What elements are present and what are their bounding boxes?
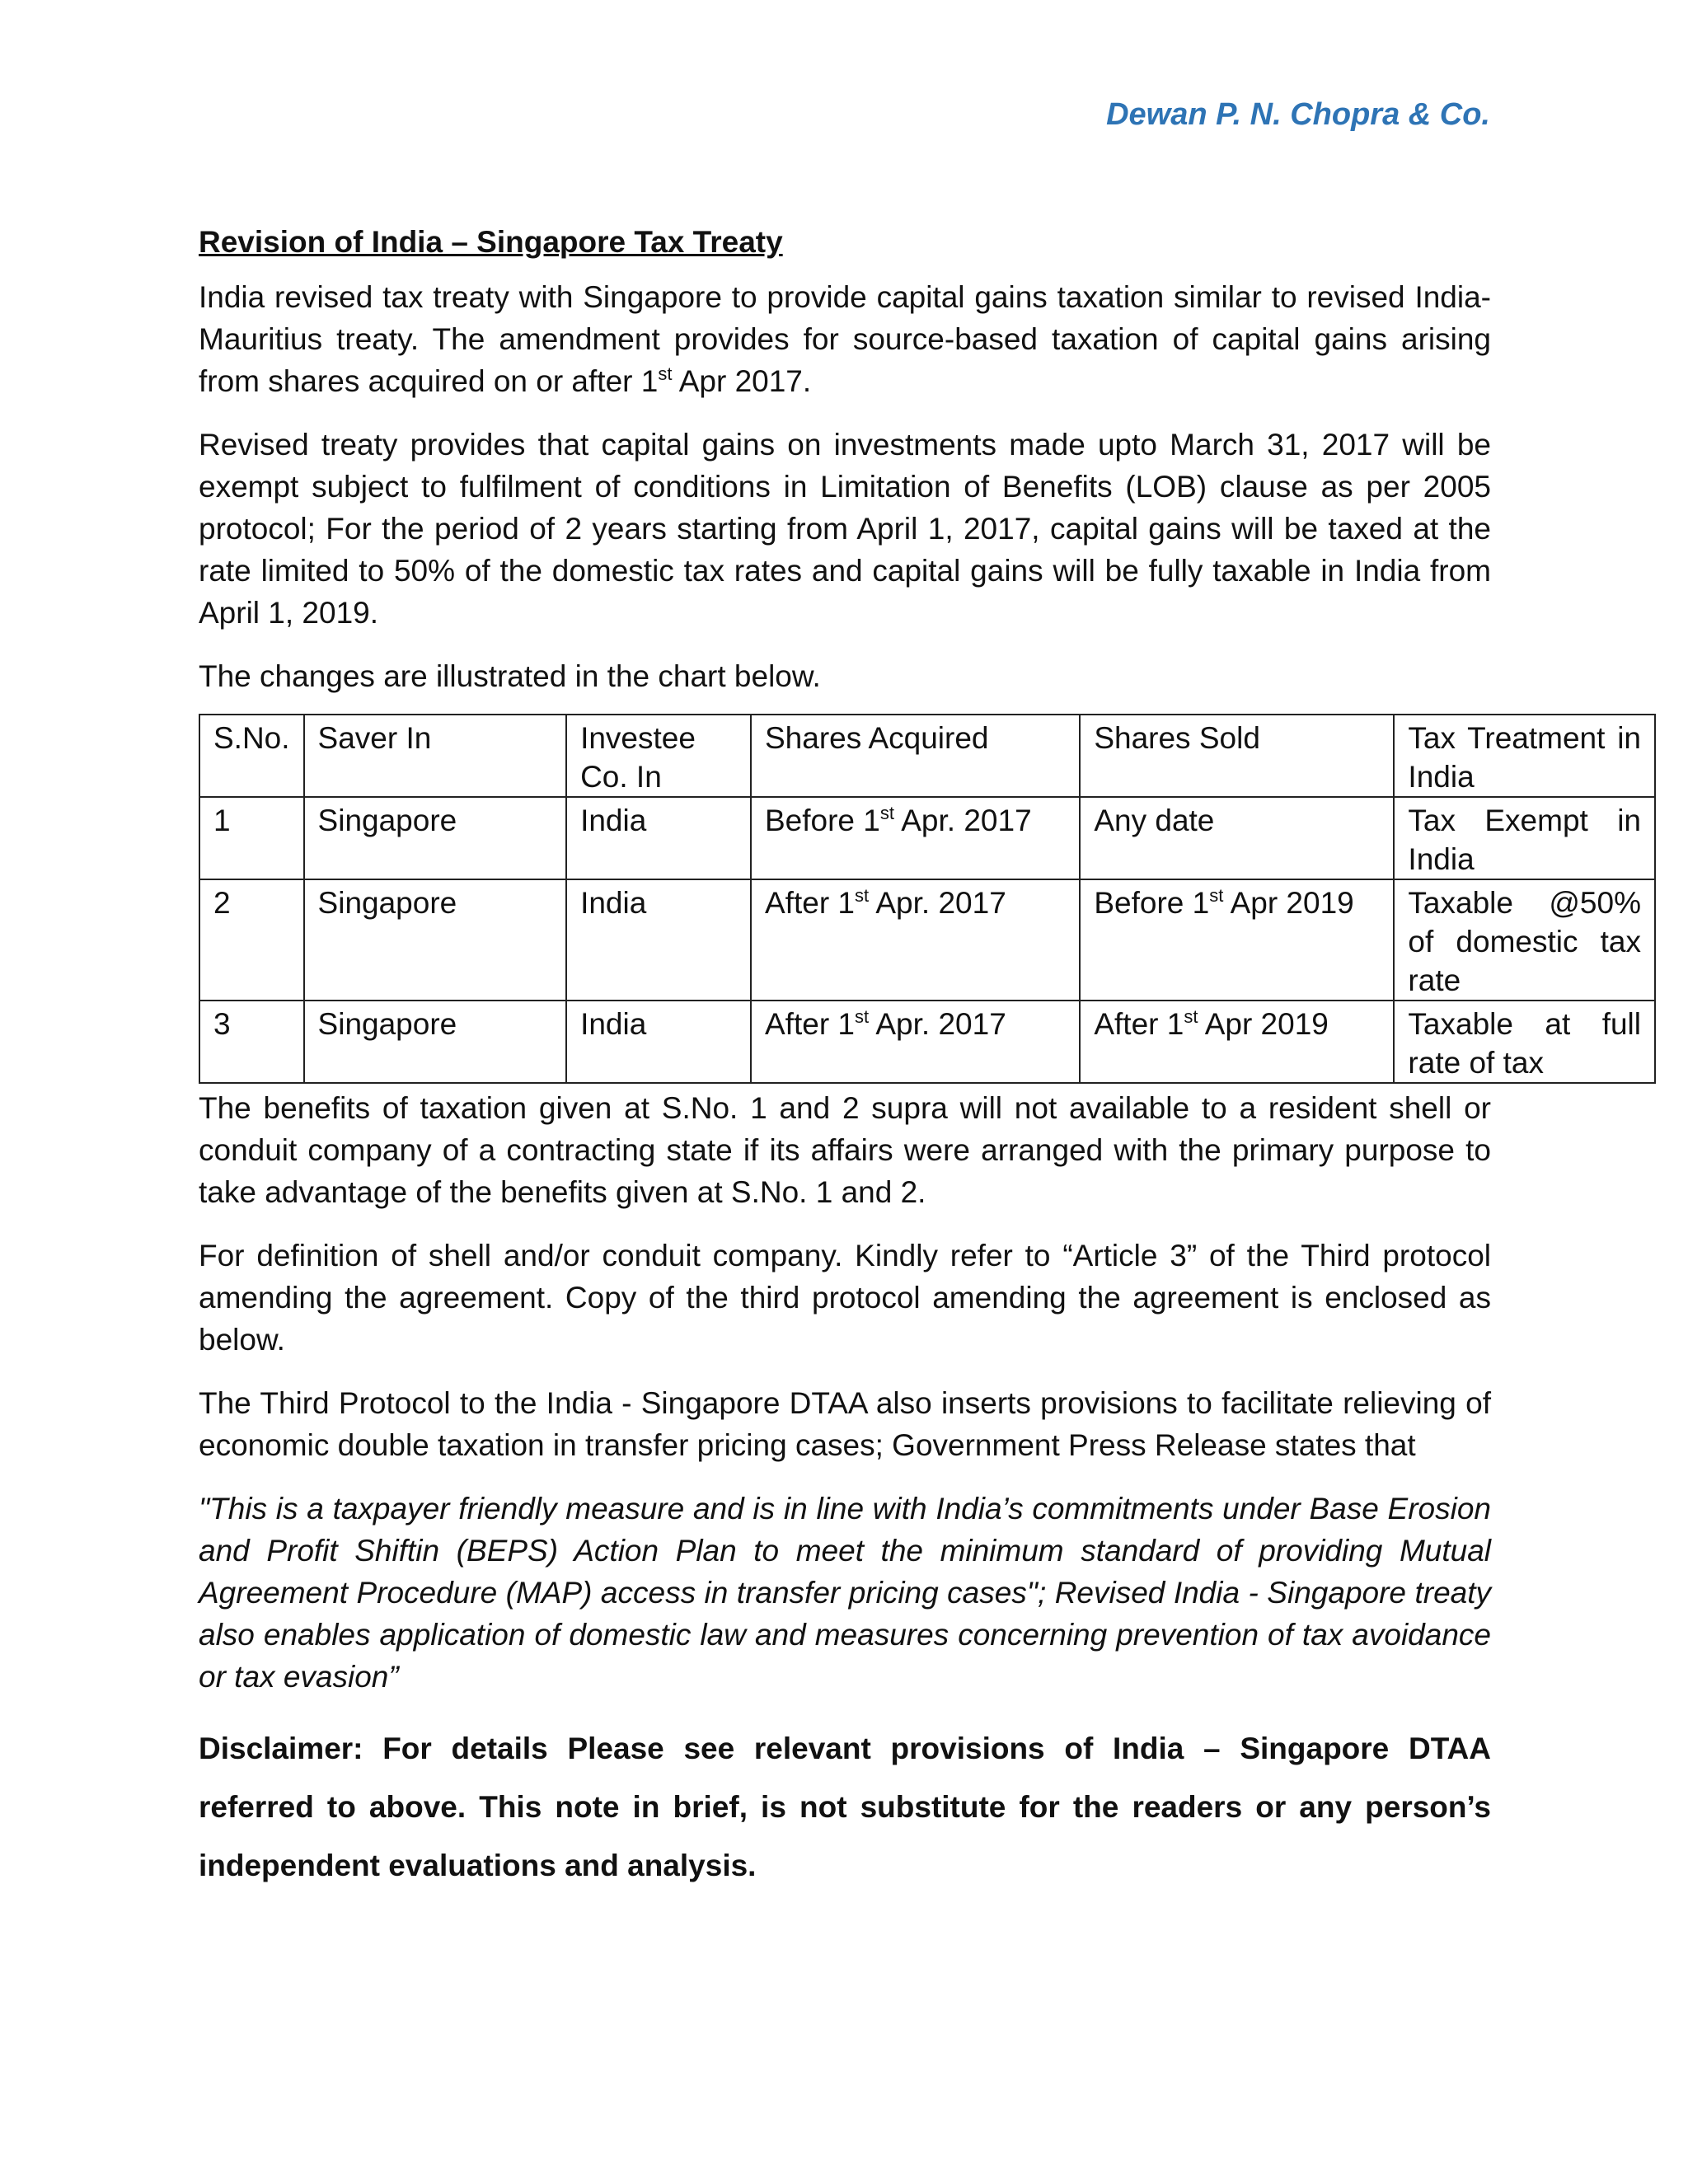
acquired-text: Before 1	[765, 804, 880, 837]
header-investee-co-in: Investee Co. In	[566, 715, 751, 797]
ordinal-suffix: st	[658, 363, 673, 384]
sold-text: After 1	[1094, 1007, 1184, 1041]
ordinal-suffix: st	[1184, 1006, 1198, 1027]
disclaimer: Disclaimer: For details Please see relevant provisions of India – Singapore DTAA referred to above. This note in brief, is not substitute for the readers or any person’s independent evaluations and analysis.	[199, 1732, 1491, 1882]
acquired-text-end: Apr. 2017	[894, 804, 1032, 837]
cell-shares-acquired	[751, 879, 1080, 1001]
table-header-row	[199, 715, 1655, 797]
cell-tax-treatment: Tax Exempt in India	[1394, 797, 1655, 879]
table-row	[199, 879, 1655, 1001]
cell-investee: India	[566, 797, 751, 879]
paragraph-chart-intro: The changes are illustrated in the chart below.	[199, 659, 821, 693]
paragraph-intro-end: Apr 2017.	[672, 364, 812, 398]
cell-saver-in: Singapore	[304, 1001, 567, 1083]
paragraph-intro	[199, 276, 1491, 402]
paragraph-revised-treaty: Revised treaty provides that capital gains on investments made upto March 31, 2017 will be exempt subject to fulfilment of conditions in Limitation of Benefits (LOB) clause as per 2005 protocol; For the period of 2 years starting from April 1, 2017, capital gains will be taxed at the rate limited to 50% of the domestic tax rates and capital gains will be fully taxable in India from April 1, 2019.	[199, 428, 1491, 630]
press-release-quote: "This is a taxpayer friendly measure and is in line with India’s commitments under Base Erosion and Profit Shiftin (BEPS) Action Plan to meet the minimum standard of providing Mutual Agreement Procedure (MAP) access in transfer pricing cases"; Revised India - Singapore treaty also enables application of domestic law and measures concerning prevention of tax avoidance or tax evasion”	[199, 1492, 1491, 1694]
paragraph-intro-text: India revised tax treaty with Singapore to provide capital gains taxation similar to revised India-Mauritius treaty. The amendment provides for source-based taxation of capital gains arising from shares acquired on or after 1	[199, 280, 1491, 398]
paragraph-third-protocol: The Third Protocol to the India - Singapore DTAA also inserts provisions to facilitate relieving of economic double taxation in transfer pricing cases; Government Press Release states that	[199, 1386, 1491, 1462]
sold-text-end: Apr 2019	[1223, 886, 1354, 920]
ordinal-suffix: st	[855, 1006, 870, 1027]
firm-name: Dewan P. N. Chopra & Co.	[1106, 97, 1490, 132]
header-shares-sold: Shares Sold	[1080, 715, 1394, 797]
cell-investee: India	[566, 1001, 751, 1083]
cell-sno: 2	[199, 879, 304, 1001]
table-row	[199, 1001, 1655, 1083]
paragraph-definition: For definition of shell and/or conduit company. Kindly refer to “Article 3” of the Third protocol amending the agreement. Copy of the third protocol amending the agreement is enclosed as below.	[199, 1239, 1491, 1357]
table-row	[199, 797, 1655, 879]
ordinal-suffix: st	[855, 885, 870, 906]
tax-treatment-table	[199, 714, 1656, 1084]
cell-shares-acquired	[751, 1001, 1080, 1083]
cell-tax-treatment: Taxable @50% of domestic tax rate	[1394, 879, 1655, 1001]
cell-shares-sold	[1080, 797, 1394, 879]
paragraph-benefits: The benefits of taxation given at S.No. 1 and 2 supra will not available to a resident shell or conduit company of a contracting state if its affairs were arranged with the primary purpose to take advantage of the benefits given at S.No. 1 and 2.	[199, 1091, 1491, 1209]
ordinal-suffix: st	[879, 803, 894, 823]
cell-shares-sold	[1080, 879, 1394, 1001]
cell-investee: India	[566, 879, 751, 1001]
cell-saver-in: Singapore	[304, 879, 567, 1001]
cell-saver-in: Singapore	[304, 797, 567, 879]
document-title: Revision of India – Singapore Tax Treaty	[199, 225, 783, 259]
cell-tax-treatment: Taxable at full rate of tax	[1394, 1001, 1655, 1083]
cell-sno: 3	[199, 1001, 304, 1083]
sold-text-end: Apr 2019	[1198, 1007, 1329, 1041]
document-body	[199, 221, 1641, 1916]
header-sno: S.No.	[199, 715, 304, 797]
acquired-text-end: Apr. 2017	[869, 1007, 1006, 1041]
sold-text: Before 1	[1094, 886, 1210, 920]
cell-sno: 1	[199, 797, 304, 879]
header-tax-treatment: Tax Treatment in India	[1394, 715, 1655, 797]
header-saver-in: Saver In	[304, 715, 567, 797]
ordinal-suffix: st	[1209, 885, 1224, 906]
sold-text: Any date	[1094, 804, 1215, 837]
cell-shares-acquired	[751, 797, 1080, 879]
header-shares-acquired: Shares Acquired	[751, 715, 1080, 797]
cell-shares-sold	[1080, 1001, 1394, 1083]
acquired-text-end: Apr. 2017	[869, 886, 1006, 920]
acquired-text: After 1	[765, 886, 855, 920]
acquired-text: After 1	[765, 1007, 855, 1041]
